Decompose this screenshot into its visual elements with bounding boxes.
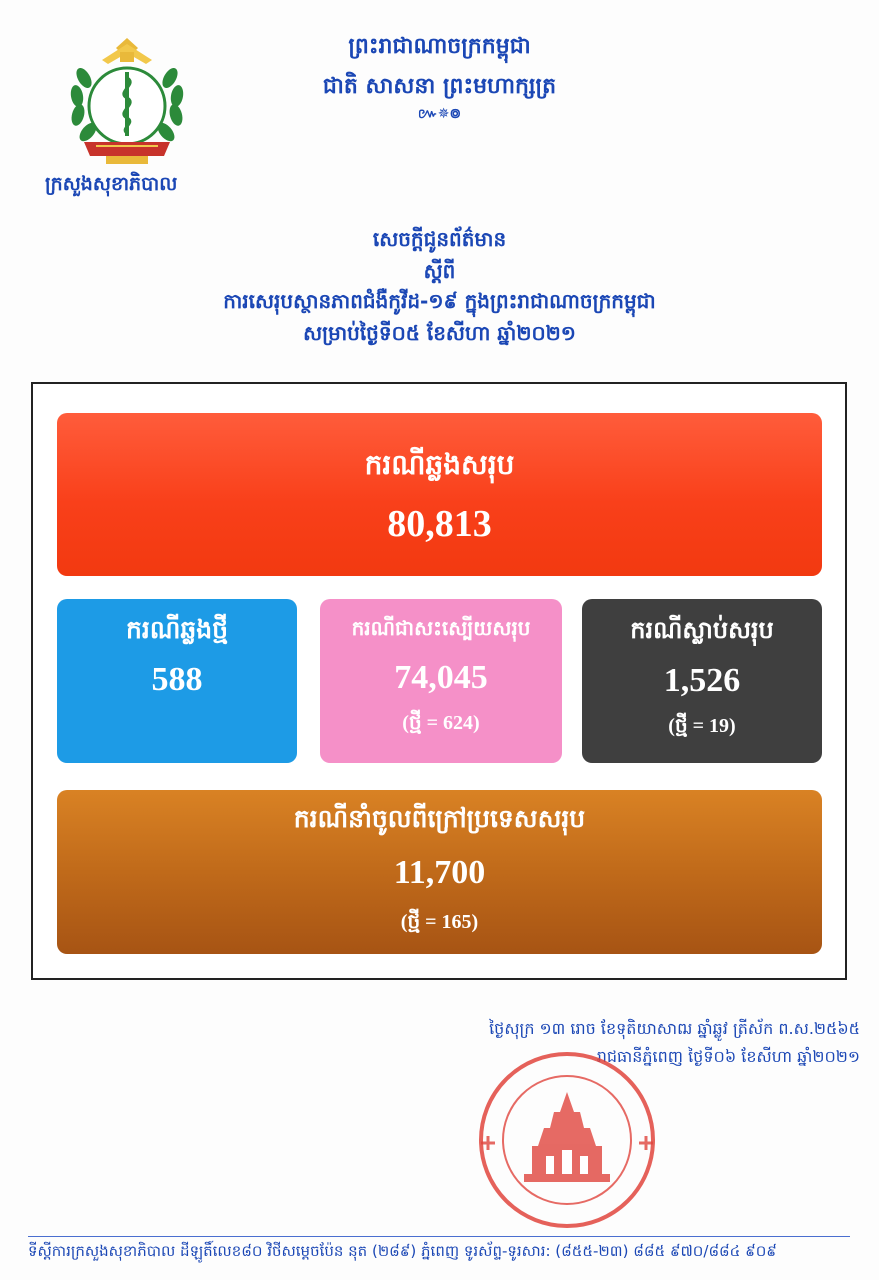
imported-new-value: (ថ្មី = 165)	[400, 911, 479, 933]
deaths-value: 1,526	[663, 662, 741, 699]
new-cases-card	[57, 599, 297, 763]
deaths-card	[582, 599, 822, 763]
place-and-date: រាជធានីភ្នំពេញ ថ្ងៃទី០៦ ខែសីហា ឆ្នាំ២០២១	[596, 1047, 860, 1066]
national-motto: ជាតិ សាសនា ព្រះមហាក្សត្រ	[322, 74, 557, 99]
deaths-new-value: (ថ្មី = 19)	[668, 715, 736, 737]
document-subtitle-about: ស្តីពី	[423, 259, 456, 283]
total-cases-card	[57, 413, 822, 576]
imported-cases-card	[57, 790, 822, 954]
document-subject: ការសេរុបស្ថានភាពជំងឺកូវីដ-១៩ ក្នុងព្រះរាជាណាចក្រកម្ពុជា	[223, 289, 656, 313]
ministry-address: ទីស្តីការក្រសួងសុខាភិបាល ដីឡូតិ៍លេខ៨០ វិថីសម្តេចប៉ែន នុត (២៨៩) ភ្នំពេញ ទូរស័ព្ទ-ទូរសារ: (៨៥៥-២៣) ៨៨៥ ៩៧០/៨៨៤ ៩០៩	[28, 1242, 777, 1260]
imported-cases-value: 11,700	[393, 854, 486, 891]
ministry-name: ក្រសួងសុខាភិបាល	[45, 173, 178, 195]
ornament-divider: ៚✵៙	[417, 106, 462, 122]
recovered-card	[320, 599, 562, 763]
recovered-label: ករណីជាសះស្បើយសរុប	[351, 616, 531, 640]
footer-divider	[28, 1236, 850, 1237]
lunar-date: ថ្ងៃសុក្រ ១៣ រោច ខែទុតិយាសាឍ ឆ្នាំឆ្លូវ ត្រីស័ក ព.ស.២៥៦៥	[489, 1019, 860, 1038]
recovered-new-value: (ថ្មី = 624)	[402, 712, 480, 734]
official-stamp-seal	[462, 1050, 672, 1230]
recovered-value: 74,045	[394, 659, 488, 696]
deaths-label: ករណីស្លាប់សរុប	[630, 616, 774, 644]
kingdom-heading: ព្រះរាជាណាចក្រកម្ពុជា	[348, 34, 531, 59]
new-cases-value: 588	[151, 661, 203, 698]
document-date: សម្រាប់ថ្ងៃទី០៥ ខែសីហា ឆ្នាំ២០២១	[303, 321, 576, 345]
imported-cases-label: ករណីនាំចូលពីក្រៅប្រទេសសរុប	[293, 804, 586, 833]
ministry-emblem-logo	[66, 38, 188, 166]
statistics-frame	[31, 382, 847, 980]
new-cases-label: ករណីឆ្លងថ្មី	[126, 615, 228, 644]
document-title: សេចក្តីជូនព័ត៌មាន	[372, 227, 507, 251]
total-cases-value: 80,813	[387, 503, 492, 545]
total-cases-label: ករណីឆ្លងសរុប	[364, 448, 515, 481]
